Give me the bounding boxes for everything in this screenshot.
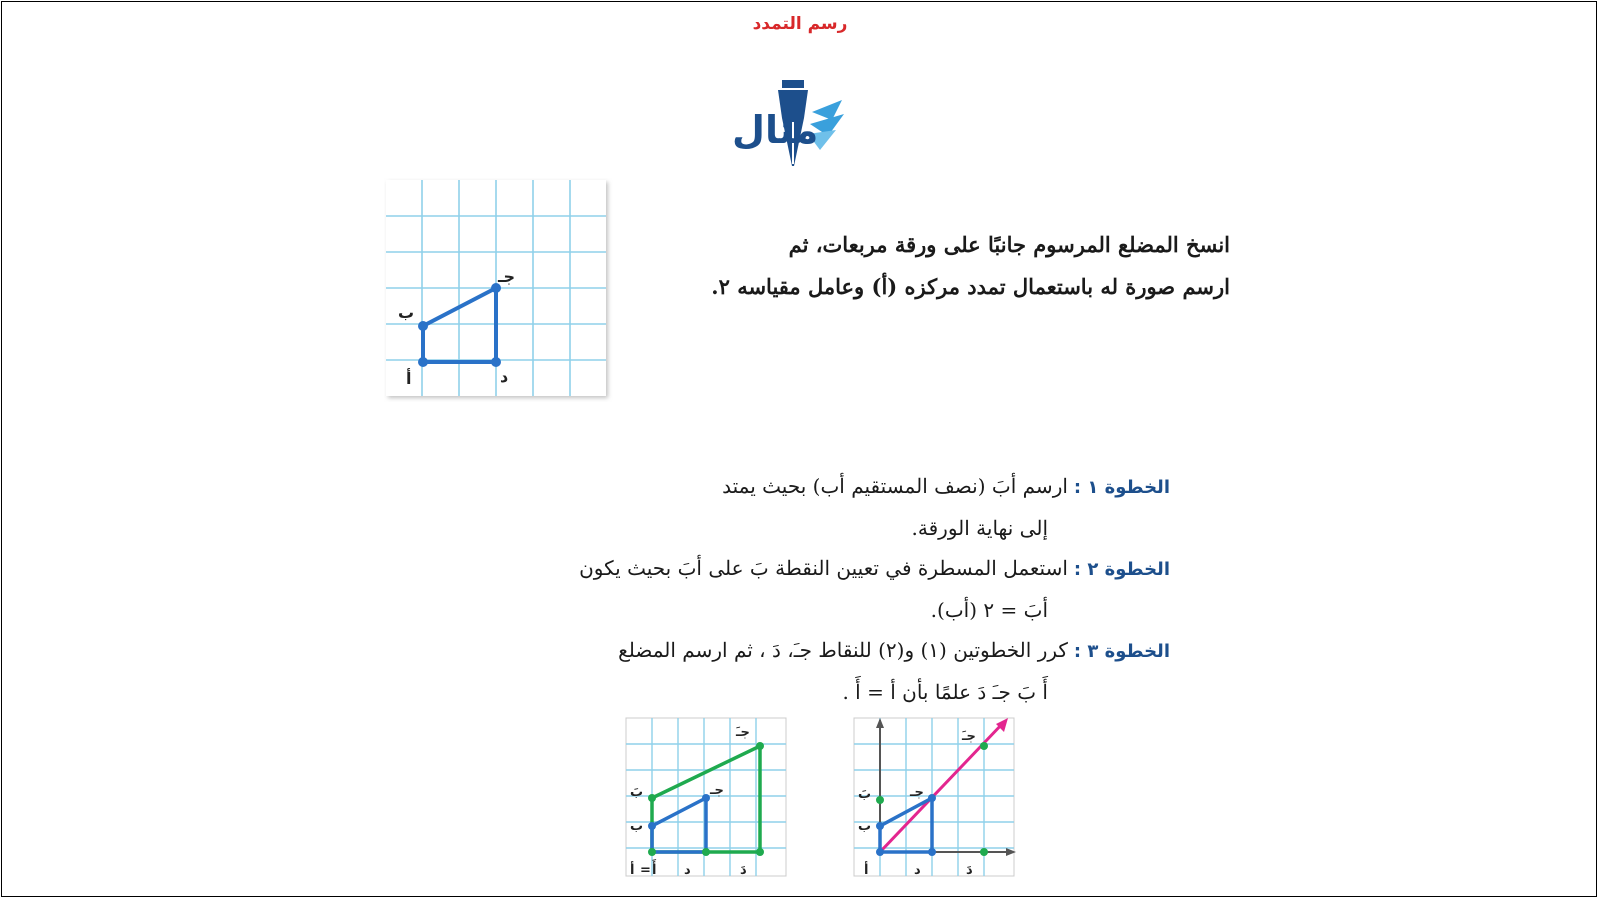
figure-dilation-result bbox=[624, 716, 792, 882]
label-c-prime: جـَ bbox=[736, 725, 750, 740]
label-c: جـ bbox=[710, 783, 724, 798]
step-1-label: الخطوة ١ : bbox=[1073, 477, 1170, 498]
point-b-prime bbox=[648, 794, 656, 802]
point-d bbox=[702, 848, 710, 856]
page-title: رسم التمدد bbox=[752, 14, 848, 34]
intro-line-2: ارسم صورة له باستعمال تمدد مركزه (أ) وعامل مقياسه ٢. bbox=[711, 274, 1230, 299]
label-eq: = bbox=[640, 863, 651, 878]
label-a-prime: أَ bbox=[652, 863, 657, 878]
point-a bbox=[876, 848, 884, 856]
label-b: ب bbox=[398, 303, 415, 322]
logo bbox=[732, 76, 862, 172]
step-2-line-1: استعمل المسطرة في تعيين النقطة بَ على أبَ بحيث يكون bbox=[579, 556, 1068, 580]
label-a: أ bbox=[864, 863, 869, 878]
step-2-line-2: أبَ = ٢ (أب). bbox=[930, 598, 1048, 622]
label-d-prime: دَ bbox=[966, 863, 973, 878]
step-2-label: الخطوة ٢ : bbox=[1073, 559, 1170, 580]
point-c bbox=[928, 794, 936, 802]
point-a bbox=[648, 848, 656, 856]
label-b: ب bbox=[630, 819, 644, 834]
label-b-prime: بَ bbox=[858, 787, 872, 802]
point-b bbox=[648, 822, 656, 830]
figure-rays bbox=[852, 716, 1020, 882]
intro-text bbox=[600, 224, 1230, 308]
point-d-prime bbox=[756, 848, 764, 856]
point-d-prime bbox=[980, 848, 988, 856]
point-b bbox=[876, 822, 884, 830]
step-3-line-1: كرر الخطوتين (١) و(٢) للنقاط جـَ، دَ ، ثم ارسم المضلع bbox=[618, 638, 1068, 662]
label-a: أ bbox=[406, 369, 412, 388]
step-3 bbox=[500, 630, 1170, 713]
intro-line-1: انسخ المضلع المرسوم جانبًا على ورقة مربعات، ثم bbox=[788, 232, 1230, 257]
label-c-prime: جـَ bbox=[962, 729, 976, 744]
point-a bbox=[418, 357, 428, 367]
label-c: جـ bbox=[910, 785, 924, 800]
step-3-line-2: أَ بَ جـَ دَ علمًا بأن أ = أَ . bbox=[842, 680, 1048, 704]
step-1-line-1: ارسم أبَ (نصف المستقيم أب) بحيث يمتد bbox=[722, 474, 1068, 498]
step-3-label: الخطوة ٣ : bbox=[1073, 641, 1170, 662]
point-c bbox=[702, 794, 710, 802]
label-b-prime: بَ bbox=[630, 785, 644, 800]
figure-original-polygon bbox=[384, 178, 614, 402]
step-2 bbox=[500, 548, 1170, 631]
label-d: د bbox=[500, 367, 509, 386]
logo-text: مثال bbox=[732, 108, 819, 152]
label-d: د bbox=[914, 863, 921, 878]
label-d: د bbox=[684, 863, 691, 878]
point-c-prime bbox=[756, 742, 764, 750]
label-c: جـ bbox=[498, 267, 515, 286]
point-d bbox=[928, 848, 936, 856]
point-c-prime bbox=[980, 742, 988, 750]
point-b bbox=[418, 321, 428, 331]
label-d-prime: دَ bbox=[740, 863, 747, 878]
point-b-prime bbox=[876, 796, 884, 804]
step-1-line-2: إلى نهاية الورقة. bbox=[911, 516, 1048, 540]
label-b: ب bbox=[858, 819, 872, 834]
point-d bbox=[491, 357, 501, 367]
label-a: أ bbox=[630, 863, 635, 878]
step-1 bbox=[500, 466, 1170, 549]
